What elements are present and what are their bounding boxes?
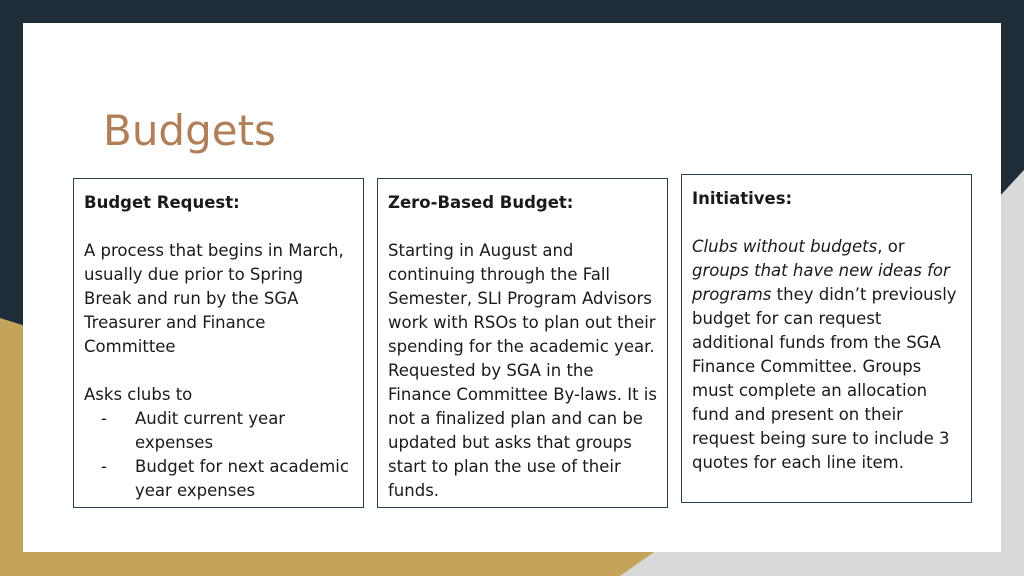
budget-request-list xyxy=(84,407,353,503)
budget-request-description: A process that begins in March, usually due prior to Spring Break and run by the SGA Treasurer and Finance Committee xyxy=(84,241,344,356)
budget-request-lead: Asks clubs to xyxy=(84,385,193,404)
initiatives-text-2: they didn’t previously budget for can request additional funds from the SGA Finance Committee. Groups must complete an allocation fund and present on their request being sure to include 3 quotes for each line item. xyxy=(692,285,957,472)
initiatives-italic-1: Clubs without budgets xyxy=(692,237,878,256)
list-item: - Audit current year expenses xyxy=(101,409,286,452)
initiatives-description xyxy=(692,235,961,475)
list-item: - Budget for next academic year expenses xyxy=(101,457,349,500)
list-item-text: Budget for next academic year expenses xyxy=(135,457,349,500)
zero-based-budget-box xyxy=(377,178,668,508)
budget-request-box xyxy=(73,178,364,508)
zero-based-budget-description: Starting in August and continuing through the Fall Semester, SLI Program Advisors work with RSOs to plan out their spending for the academic year. Requested by SGA in the Finance Committee By-laws. It is not a finalized plan and can be updated but asks that groups start to plan the use of their funds. xyxy=(388,241,657,500)
budget-request-heading: Budget Request: xyxy=(84,193,240,212)
initiatives-box xyxy=(681,174,972,503)
initiatives-text-1: , or xyxy=(877,237,905,256)
slide-title: Budgets xyxy=(103,106,276,155)
zero-based-budget-heading: Zero-Based Budget: xyxy=(388,193,574,212)
list-item-text: Audit current year expenses xyxy=(135,409,286,452)
initiatives-heading: Initiatives: xyxy=(692,189,793,208)
initiatives-italic-2: groups that have new ideas for programs xyxy=(692,261,950,304)
